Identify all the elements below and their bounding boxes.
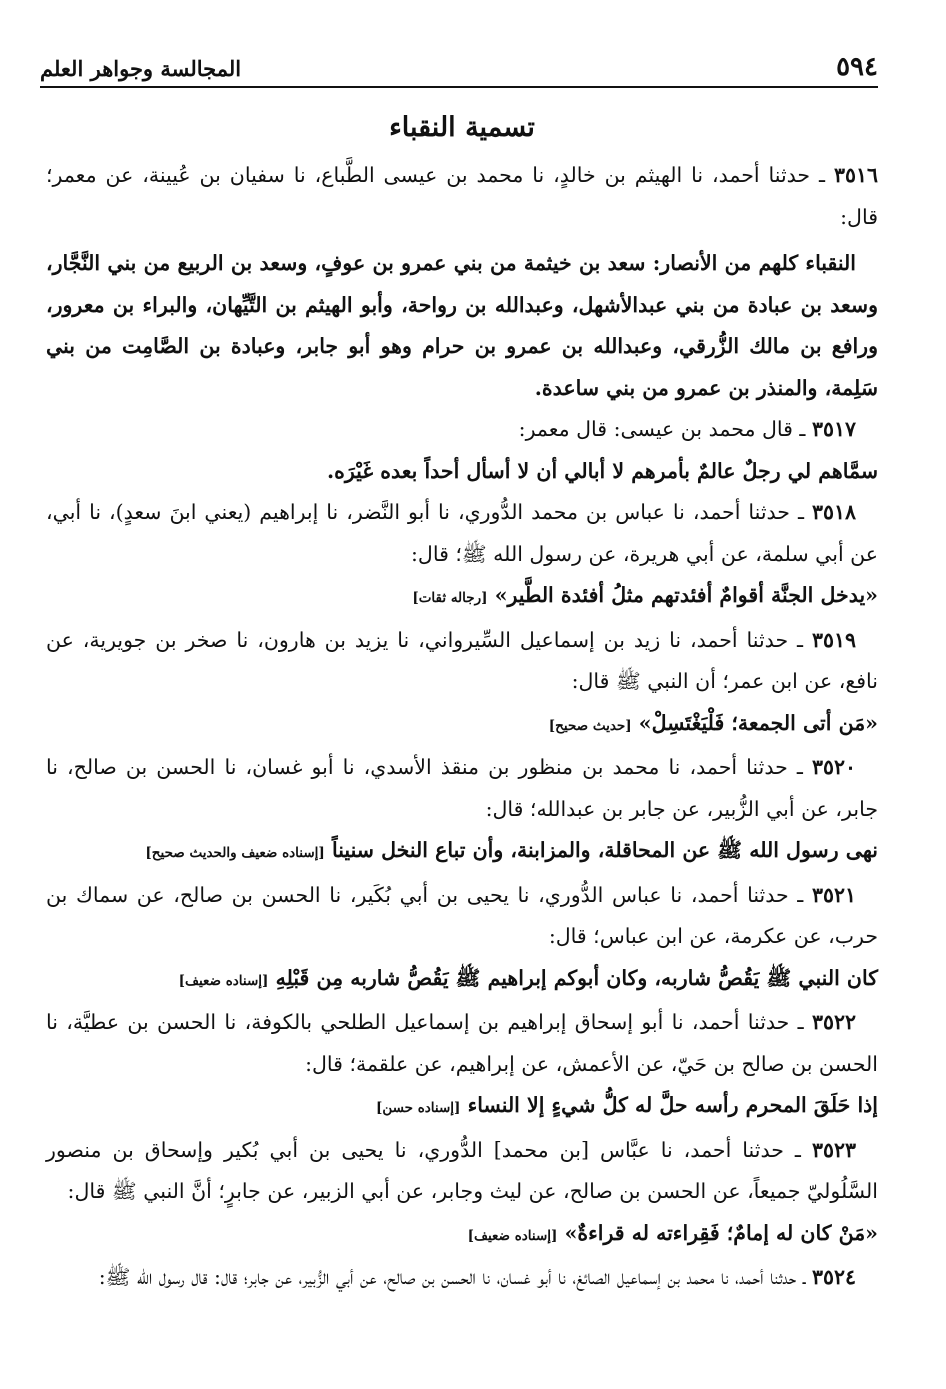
hadith-3522-matn xyxy=(46,1085,878,1130)
hadith-3520-matn xyxy=(46,830,878,875)
hadith-number: ٣٥١٩ xyxy=(811,627,856,652)
isnad-text: ـ قال محمد بن عيسى: قال معمر: xyxy=(518,417,812,441)
hadith-3523-isnad xyxy=(46,1130,878,1213)
matn-text: سمَّاهم لي رجلٌ عالمٌ بأمرهم لا أبالي أن لا أسأل أحداً بعده غَيْرَه. xyxy=(326,458,878,483)
grading-note: [رجاله ثقات] xyxy=(412,590,488,606)
isnad-text: ـ حدثنا أحمد، نا زيد بن إسماعيل السِّيرواني، نا يزيد بن هارون، نا صخر بن جويرية، عن نافع، عن ابن عمر؛ أن النبي ﷺ قال: xyxy=(46,627,878,693)
header-rule xyxy=(40,86,878,88)
page-header xyxy=(40,48,878,88)
naqaba-list xyxy=(46,243,878,409)
hadith-number: ٣٥١٦ xyxy=(833,163,878,187)
hadith-3522-isnad xyxy=(46,1002,878,1085)
hadith-3521-matn xyxy=(46,958,878,1003)
hadith-3519-isnad xyxy=(46,620,878,703)
hadith-number: ٣٥٢٢ xyxy=(811,1010,856,1034)
grading-note: [إسناده ضعيف والحديث صحيح] xyxy=(145,845,325,861)
hadith-3520-isnad xyxy=(46,747,878,830)
hadith-number: ٣٥٢٤ xyxy=(811,1265,856,1289)
hadith-3518-matn xyxy=(46,575,878,620)
hadith-number: ٣٥٢٣ xyxy=(811,1137,856,1162)
matn-text: كان النبي ﷺ يَقُصُّ شاربه، وكان أبوكم إبراهيم ﷺ يَقُصُّ شاربه مِن قَبْلِهِ xyxy=(275,965,878,990)
isnad-text: ـ حدثنا أحمد، نا محمد بن منظور بن منقذ الأسدي، نا أبو غسان، نا الحسن بن صالح، نا جابر، عن أبي الزُّبير، عن جابر بن عبدالله؛ قال: xyxy=(46,755,878,821)
hadith-number: ٣٥٢٠ xyxy=(811,755,856,779)
isnad-text: ـ حدثنا أحمد، نا عبَّاس [بن محمد] الدُّوري، نا يحيى بن أبي بُكير وإسحاق بن منصور السَّلُوليّ جميعاً، عن الحسن بن صالح، عن ليث وجابر، عن أبي الزبير، عن جابرٍ؛ أنَّ النبي ﷺ قال: xyxy=(46,1137,878,1203)
matn-text: إذا حَلَقَ المحرم رأسه حلَّ له كلُّ شيءٍ إلا النساء xyxy=(467,1093,878,1117)
matn-text: «مَن أتى الجمعة؛ فَلْيَغْتَسِلْ» xyxy=(638,710,878,735)
matn-text: «مَنْ كان له إمامٌ؛ فَقِراءته له قراءةٌ» xyxy=(564,1220,878,1245)
grading-note: [إسناده ضعيف] xyxy=(178,972,269,989)
section-title: تسمية النقباء xyxy=(389,112,535,143)
hadith-number: ٣٥٢١ xyxy=(811,882,856,907)
grading-note: [إسناده حسن] xyxy=(375,1100,461,1116)
running-title: المجالسة وجواهر العلم xyxy=(40,56,242,81)
hadith-3523-matn xyxy=(46,1213,878,1258)
isnad-text: ـ حدثنا أحمد، نا عباس بن محمد الدُّوري، نا أبو النَّضر، نا إبراهيم (يعني ابنَ سعدٍ)، نا أبي، عن أبي سلمة، عن أبي هريرة، عن رسول الله ﷺ؛ قال: xyxy=(46,500,878,566)
isnad-text: ـ حدثنا أحمد، نا محمد بن إسماعيل الصائغ، نا أبو غسان، نا الحسن بن صالح، عن أبي الزُّبير، عن جابر؛ قال: قال رسول الله ﷺ: xyxy=(98,1265,812,1289)
hadith-3516-isnad xyxy=(46,155,878,238)
grading-note: [إسناده ضعيف] xyxy=(467,1227,558,1244)
page-body xyxy=(46,112,878,1299)
hadith-number: ٣٥١٨ xyxy=(811,500,856,524)
grading-note: [حديث صحيح] xyxy=(548,717,632,734)
hadith-3517-isnad xyxy=(46,409,878,451)
isnad-text: ـ حدثنا أحمد، نا الهيثم بن خالدٍ، نا محمد بن عيسى الطَّباع، نا سفيان بن عُيينة، عن معمر؛ قال: xyxy=(46,163,878,229)
isnad-text: ـ حدثنا أحمد، نا عباس الدُّوري، نا يحيى بن أبي بُكَير، نا الحسن بن صالح، عن سماك بن حرب، عن عكرمة، عن ابن عباس؛ قال: xyxy=(46,882,878,948)
hadith-3518-isnad xyxy=(46,492,878,575)
hadith-3521-isnad xyxy=(46,875,878,958)
hadith-3524-isnad xyxy=(46,1257,878,1299)
matn-text: النقباء كلهم من الأنصار: سعد بن خيثمة من بني عمرو بن عوفٍ، وسعد بن الربيع من بني النَّجَّار، وسعد بن عبادة من بني عبدالأشهل، وعبدالله بن رواحة، وأبو الهيثم بن التَّيِّهان، والبراء بن معرور، ورافع بن مالك الزُّرقي، وعبدالله بن عمرو بن حرام وهو أبو جابر، وعبادة بن الصَّامِت من بني سَلِمة، والمنذر بن عمرو من بني ساعدة. xyxy=(46,251,878,400)
isnad-text: ـ حدثنا أحمد، نا أبو إسحاق إبراهيم بن إسماعيل الطلحي بالكوفة، نا الحسن بن عطيَّة، نا الحسن بن صالح بن حَيّ، عن الأعمش، عن إبراهيم، عن علقمة؛ قال: xyxy=(46,1010,878,1076)
matn-text: «يدخل الجنَّة أقوامٌ أفئدتهم مثلُ أفئدة الطَّير» xyxy=(494,583,878,607)
hadith-3519-matn xyxy=(46,703,878,748)
hadith-number: ٣٥١٧ xyxy=(811,417,856,441)
matn-text: نهى رسول الله ﷺ عن المحاقلة، والمزابنة، وأن تباع النخل سنيناً xyxy=(331,838,878,862)
hadith-3517-matn xyxy=(46,451,878,493)
page-number: ٥٩٤ xyxy=(836,52,878,82)
